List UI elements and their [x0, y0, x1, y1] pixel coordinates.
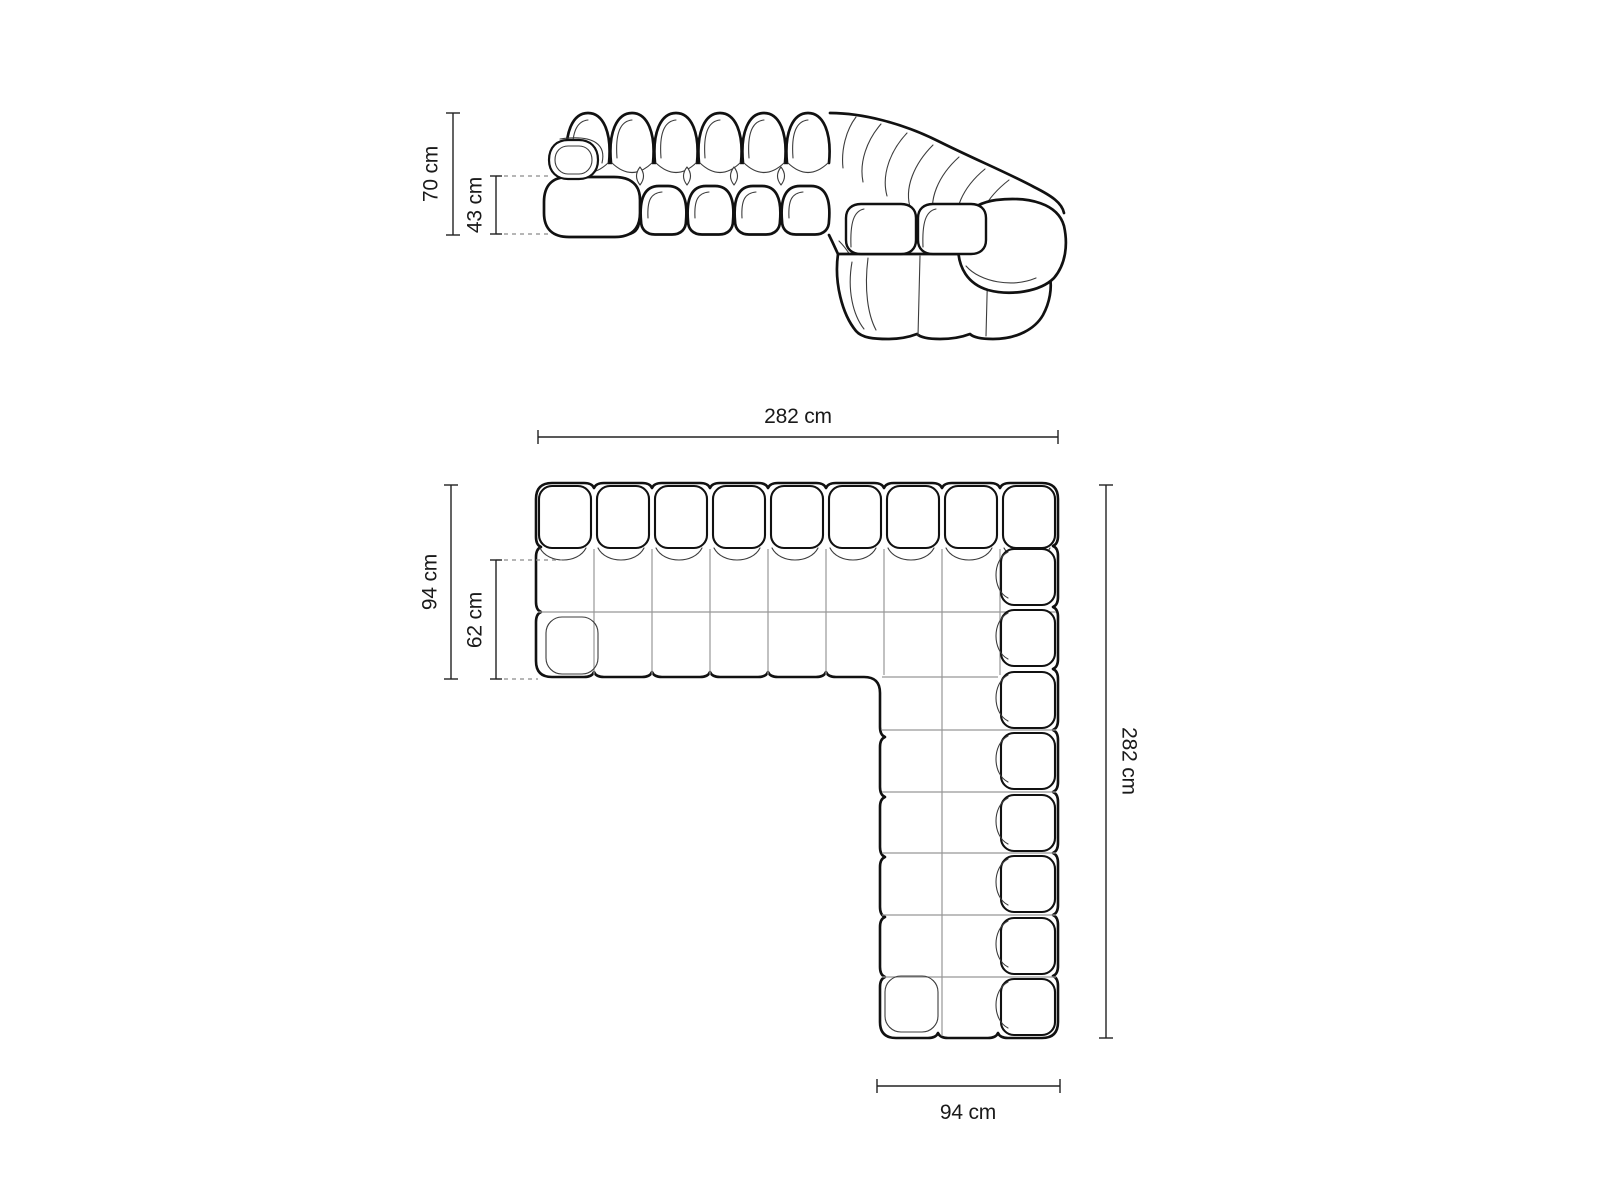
- plan-back-cushion: [655, 486, 707, 548]
- plan-back-cushion: [1001, 795, 1055, 851]
- plan-back-cushion: [887, 486, 939, 548]
- elevation-chaise: [829, 199, 1066, 339]
- plan-back-cushion: [1001, 549, 1055, 605]
- plan-back-cushion: [597, 486, 649, 548]
- plan-back-cushion: [1001, 979, 1055, 1035]
- elevation-dimensions: [419, 113, 552, 235]
- plan-back-cushion: [1001, 733, 1055, 789]
- dim-label-total-height: 70 cm: [419, 145, 443, 203]
- elevation-back-cushions: [566, 113, 829, 185]
- elevation-view: [419, 113, 1066, 339]
- plan-back-cushion: [945, 486, 997, 548]
- plan-back-cushion: [1001, 610, 1055, 666]
- plan-back-cushion: [771, 486, 823, 548]
- plan-back-cushions-top: [539, 486, 1055, 560]
- plan-outline: [536, 483, 1058, 1038]
- dim-label-seat-height: 43 cm: [463, 176, 487, 234]
- dim-label-width-top: 282 cm: [764, 405, 832, 428]
- plan-back-cushion: [539, 486, 591, 548]
- plan-view: [418, 405, 1140, 1124]
- plan-back-cushion: [829, 486, 881, 548]
- dim-label-depth-bottom: 94 cm: [939, 1101, 997, 1124]
- plan-back-cushion: [713, 486, 765, 548]
- elevation-back-top-edge: [830, 113, 1064, 213]
- plan-back-cushion: [1003, 486, 1055, 548]
- plan-back-cushion: [1001, 856, 1055, 912]
- plan-back-cushion: [1001, 672, 1055, 728]
- dim-label-depth-left: 94 cm: [418, 553, 442, 611]
- dim-label-length-right: 282 cm: [1117, 727, 1141, 795]
- plan-back-cushion: [1001, 918, 1055, 974]
- dim-label-seat-depth: 62 cm: [463, 591, 487, 649]
